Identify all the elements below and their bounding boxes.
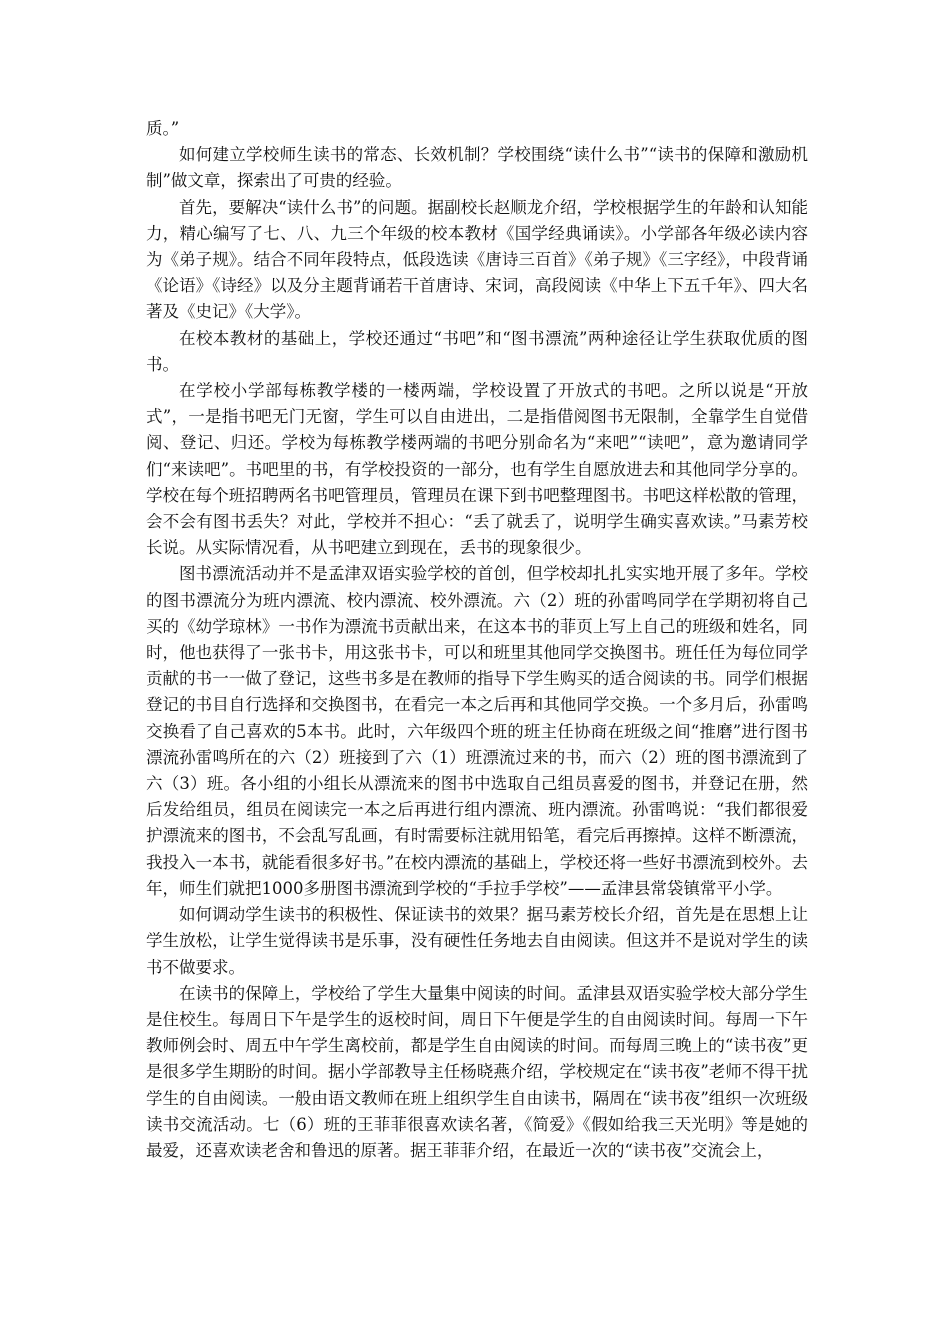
paragraph-mechanism-question: 如何建立学校师生读书的常态、长效机制？学校围绕“读什么书”“读书的保障和激励机制”做文章，探索出了可贵的经验。 — [146, 145, 808, 191]
paragraph-reading-time: 在读书的保障上，学校给了学生大量集中阅读的时间。孟津县双语实验学校大部分学生是住校生。每周日下午是学生的返校时间，周日下午便是学生的自由阅读时间。每周一下午教师例会时、周五中午学生离校前，都是学生自由阅读的时间。而每周三晚上的“读书夜”更是很多学生期盼的时间。据小学部教导主任杨晓燕介绍，学校规定在“读书夜”老师不得干扰学生的自由阅读。一般由语文教师在班上组织学生自由读书，隔周在“读书夜”组织一次班级读书交流活动。七（6）班的王菲菲很喜欢读名著，《简爱》《假如给我三天光明》等是她的最爱，还喜欢读老舍和鲁迅的原著。据王菲菲介绍，在最近一次的“读书夜”交流会上， — [146, 983, 808, 1160]
paragraph-open-book-bar: 在学校小学部每栋教学楼的一楼两端，学校设置了开放式的书吧。之所以说是“开放式”，一是指书吧无门无窗，学生可以自由进出，二是指借阅图书无限制，全靠学生自觉借阅、登记、归还。学校为每栋教学楼两端的书吧分别命名为“来吧”“读吧”，意为邀请同学们“来读吧”。书吧里的书，有学校投资的一部分，也有学生自愿放进去和其他同学分享的。学校在每个班招聘两名书吧管理员，管理员在课下到书吧整理图书。书吧这样松散的管理，会不会有图书丢失？对此，学校并不担心：“丢了就丢了，说明学生确实喜欢读。”马素芳校长说。从实际情况看，从书吧建立到现在，丢书的现象很少。 — [146, 381, 808, 558]
paragraph-what-to-read: 首先，要解决“读什么书”的问题。据副校长赵顺龙介绍，学校根据学生的年龄和认知能力，精心编写了七、八、九三个年级的校本教材《国学经典诵读》。小学部各年级必读内容为《弟子规》。结合不同年段特点，低段选读《唐诗三百首》《弟子规》《三字经》，中段背诵《论语》《诗经》以及分主题背诵若干首唐诗、宋词，高段阅读《中华上下五千年》、四大名著及《史记》《大学》。 — [146, 197, 808, 322]
paragraph-book-sources: 在校本教材的基础上，学校还通过“书吧”和“图书漂流”两种途径让学生获取优质的图书。 — [146, 328, 808, 374]
paragraph-book-drifting: 图书漂流活动并不是孟津双语实验学校的首创，但学校却扎扎实实地开展了多年。学校的图书漂流分为班内漂流、校内漂流、校外漂流。六（2）班的孙雷鸣同学在学期初将自己买的《幼学琼林》一书作为漂流书贡献出来，在这本书的菲页上写上自己的班级和姓名，同时，他也获得了一张书卡，用这张书卡，可以和班里其他同学交换图书。班任任为每位同学贡献的书一一做了登记，这些书多是在教师的指导下学生购买的适合阅读的书。同学们根据登记的书目自行选择和交换图书，在看完一本之后再和其他同学交换。一个多月后，孙雷鸣交换看了自己喜欢的5本书。此时，六年级四个班的班主任协商在班级之间“推磨”进行图书漂流孙雷鸣所在的六（2）班接到了六（1）班漂流过来的书，而六（2）班的图书漂流到了六（3）班。各小组的小组长从漂流来的图书中选取自己组员喜爱的图书，并登记在册，然后发给组员，组员在阅读完一本之后再进行组内漂流、班内漂流。孙雷鸣说：“我们都很爱护漂流来的图书，不会乱写乱画，有时需要标注就用铅笔，看完后再擦掉。这样不断漂流，我投入一本书，就能看很多好书。”在校内漂流的基础上，学校还将一些好书漂流到校外。去年，师生们就把1000多册图书漂流到学校的“手拉手学校”——孟津县常袋镇常平小学。 — [146, 564, 808, 898]
article-body — [146, 116, 808, 1164]
paragraph-continuation: 质。” — [146, 119, 180, 138]
paragraph-motivation: 如何调动学生读书的积极性、保证读书的效果？据马素芳校长介绍，首先是在思想上让学生放松，让学生觉得读书是乐事，没有硬性任务地去自由阅读。但这并不是说对学生的读书不做要求。 — [146, 905, 808, 977]
